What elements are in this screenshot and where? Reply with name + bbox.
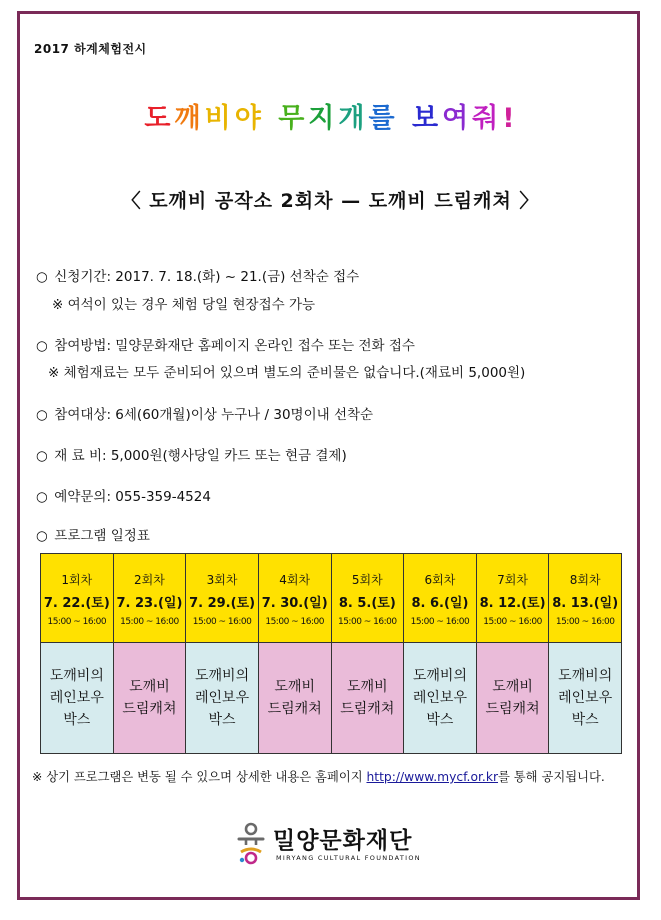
program-name-line: 도깨비의	[49, 668, 104, 684]
method-note: ※ 체험재료는 모두 준비되어 있으며 별도의 준비물은 없습니다.(재료비 5,000원)	[48, 365, 526, 381]
program-name-line: 박스	[571, 712, 599, 728]
info-target	[36, 403, 373, 423]
title-char: 도	[144, 103, 173, 134]
program-name-line: 도깨비의	[558, 668, 613, 684]
session-title: 〈 도깨비 공작소 2회차 — 도깨비 드림캐쳐 〉	[121, 190, 540, 212]
program-name-line: 박스	[426, 712, 454, 728]
schedule-program-cell	[41, 643, 114, 754]
schedule-date: 7. 22.(토)	[43, 596, 110, 611]
schedule-header-cell	[186, 554, 259, 643]
title-char: 줘	[472, 103, 501, 134]
schedule-program-cell	[258, 643, 331, 754]
footer-note	[32, 767, 605, 785]
schedule-date: 8. 13.(일)	[552, 596, 619, 611]
title-char: 개	[338, 103, 367, 134]
title-char	[399, 103, 410, 134]
footer-note-after: 를 통해 공지됩니다.	[498, 770, 605, 784]
program-name-line: 도깨비	[347, 679, 388, 695]
program-name-line: 레인보우	[49, 690, 104, 706]
schedule-time: 15:00 ~ 16:00	[265, 617, 324, 627]
bullet-icon: ○	[36, 489, 48, 505]
program-name-line: 도깨비의	[412, 668, 467, 684]
info-fee	[36, 444, 347, 464]
schedule-time: 15:00 ~ 16:00	[483, 617, 542, 627]
schedule-date: 8. 12.(토)	[479, 596, 546, 611]
method-text: 참여방법: 밀양문화재단 홈페이지 온라인 접수 또는 전화 접수	[54, 338, 415, 354]
schedule-program-cell	[404, 643, 477, 754]
apply-period-text: 신청기간: 2017. 7. 18.(화) ~ 21.(금) 선착순 접수	[54, 269, 360, 285]
schedule-header-cell	[41, 554, 114, 643]
schedule-header-cell	[476, 554, 549, 643]
title-char: 를	[368, 103, 397, 134]
program-name-line: 도깨비의	[195, 668, 250, 684]
schedule-date: 8. 6.(일)	[411, 596, 469, 611]
foundation-name: 밀양문화재단	[273, 828, 413, 854]
main-title	[0, 96, 661, 135]
schedule-header-cell	[258, 554, 331, 643]
foundation-logo-icon	[236, 822, 266, 866]
title-char: 야	[234, 103, 263, 134]
schedule-header-cell	[404, 554, 477, 643]
title-char: 보	[411, 103, 441, 134]
info-contact	[36, 485, 211, 505]
schedule-round: 5회차	[351, 573, 383, 587]
schedule-label-text: 프로그램 일정표	[54, 528, 150, 544]
title-char: 깨	[174, 103, 203, 134]
bullet-icon: ○	[36, 269, 48, 285]
footer-note-before: ※ 상기 프로그램은 변동 될 수 있으며 상세한 내용은 홈페이지	[32, 770, 367, 784]
schedule-round: 1회차	[61, 573, 93, 587]
title-char: !	[502, 103, 517, 134]
schedule-date: 7. 30.(일)	[261, 596, 328, 611]
homepage-link[interactable]: http://www.mycf.or.kr	[366, 770, 499, 784]
title-char: 무	[278, 103, 307, 134]
schedule-header-row	[41, 554, 622, 643]
schedule-round: 2회차	[134, 573, 165, 587]
bullet-icon: ○	[36, 338, 48, 354]
info-schedule-label	[36, 524, 150, 544]
title-char: 비	[204, 103, 233, 134]
bullet-icon: ○	[36, 407, 48, 423]
schedule-table	[40, 553, 622, 754]
program-name-line: 레인보우	[195, 690, 250, 706]
program-name-line: 드림캐쳐	[267, 701, 322, 717]
schedule-date: 7. 23.(일)	[116, 596, 183, 611]
schedule-program-cell	[549, 643, 622, 754]
info-method	[36, 334, 415, 354]
title-char	[265, 103, 276, 134]
schedule-round: 6회차	[424, 573, 456, 587]
schedule-header-cell	[331, 554, 404, 643]
schedule-program-row	[41, 643, 622, 754]
target-text: 참여대상: 6세(60개월)이상 누구나 / 30명이내 선착순	[54, 407, 374, 423]
program-name-line: 레인보우	[558, 690, 613, 706]
schedule-time: 15:00 ~ 16:00	[337, 617, 397, 627]
schedule-round: 8회차	[569, 573, 601, 587]
schedule-round: 4회차	[279, 573, 311, 587]
schedule-program-cell	[331, 643, 404, 754]
bullet-icon: ○	[36, 528, 48, 544]
schedule-time: 15:00 ~ 16:00	[47, 617, 107, 627]
schedule-program-cell	[476, 643, 549, 754]
schedule-header-cell	[113, 554, 186, 643]
schedule-round: 3회차	[206, 573, 238, 587]
schedule-round: 7회차	[497, 573, 528, 587]
apply-note: ※ 여석이 있는 경우 체험 당일 현장접수 가능	[52, 297, 316, 313]
exhibit-subtitle: 2017 하계체험전시	[34, 42, 147, 56]
schedule-date: 8. 5.(토)	[338, 596, 396, 611]
program-name-line: 드림캐쳐	[340, 701, 395, 717]
program-name-line: 박스	[63, 712, 91, 728]
schedule-header-cell	[549, 554, 622, 643]
title-char: 여	[442, 103, 471, 134]
schedule-program-cell	[113, 643, 186, 754]
program-name-line: 도깨비	[129, 679, 170, 695]
schedule-date: 7. 29.(토)	[189, 596, 256, 611]
schedule-time: 15:00 ~ 16:00	[192, 617, 252, 627]
schedule-time: 15:00 ~ 16:00	[410, 617, 470, 627]
fee-text: 재 료 비: 5,000원(행사당일 카드 또는 현금 결제)	[54, 448, 347, 464]
schedule-time: 15:00 ~ 16:00	[555, 617, 615, 627]
program-name-line: 드림캐쳐	[122, 701, 177, 717]
program-name-line: 레인보우	[412, 690, 467, 706]
contact-text: 예약문의: 055-359-4524	[54, 489, 211, 505]
program-name-line: 도깨비	[274, 679, 315, 695]
program-name-line: 도깨비	[492, 679, 533, 695]
info-apply-period	[36, 265, 359, 285]
schedule-program-cell	[186, 643, 259, 754]
bullet-icon: ○	[36, 448, 48, 464]
title-char: 지	[308, 103, 337, 134]
program-name-line: 드림캐쳐	[485, 701, 540, 717]
foundation-name-en: MIRYANG CULTURAL FOUNDATION	[276, 854, 421, 862]
program-name-line: 박스	[208, 712, 236, 728]
schedule-time: 15:00 ~ 16:00	[120, 617, 179, 627]
